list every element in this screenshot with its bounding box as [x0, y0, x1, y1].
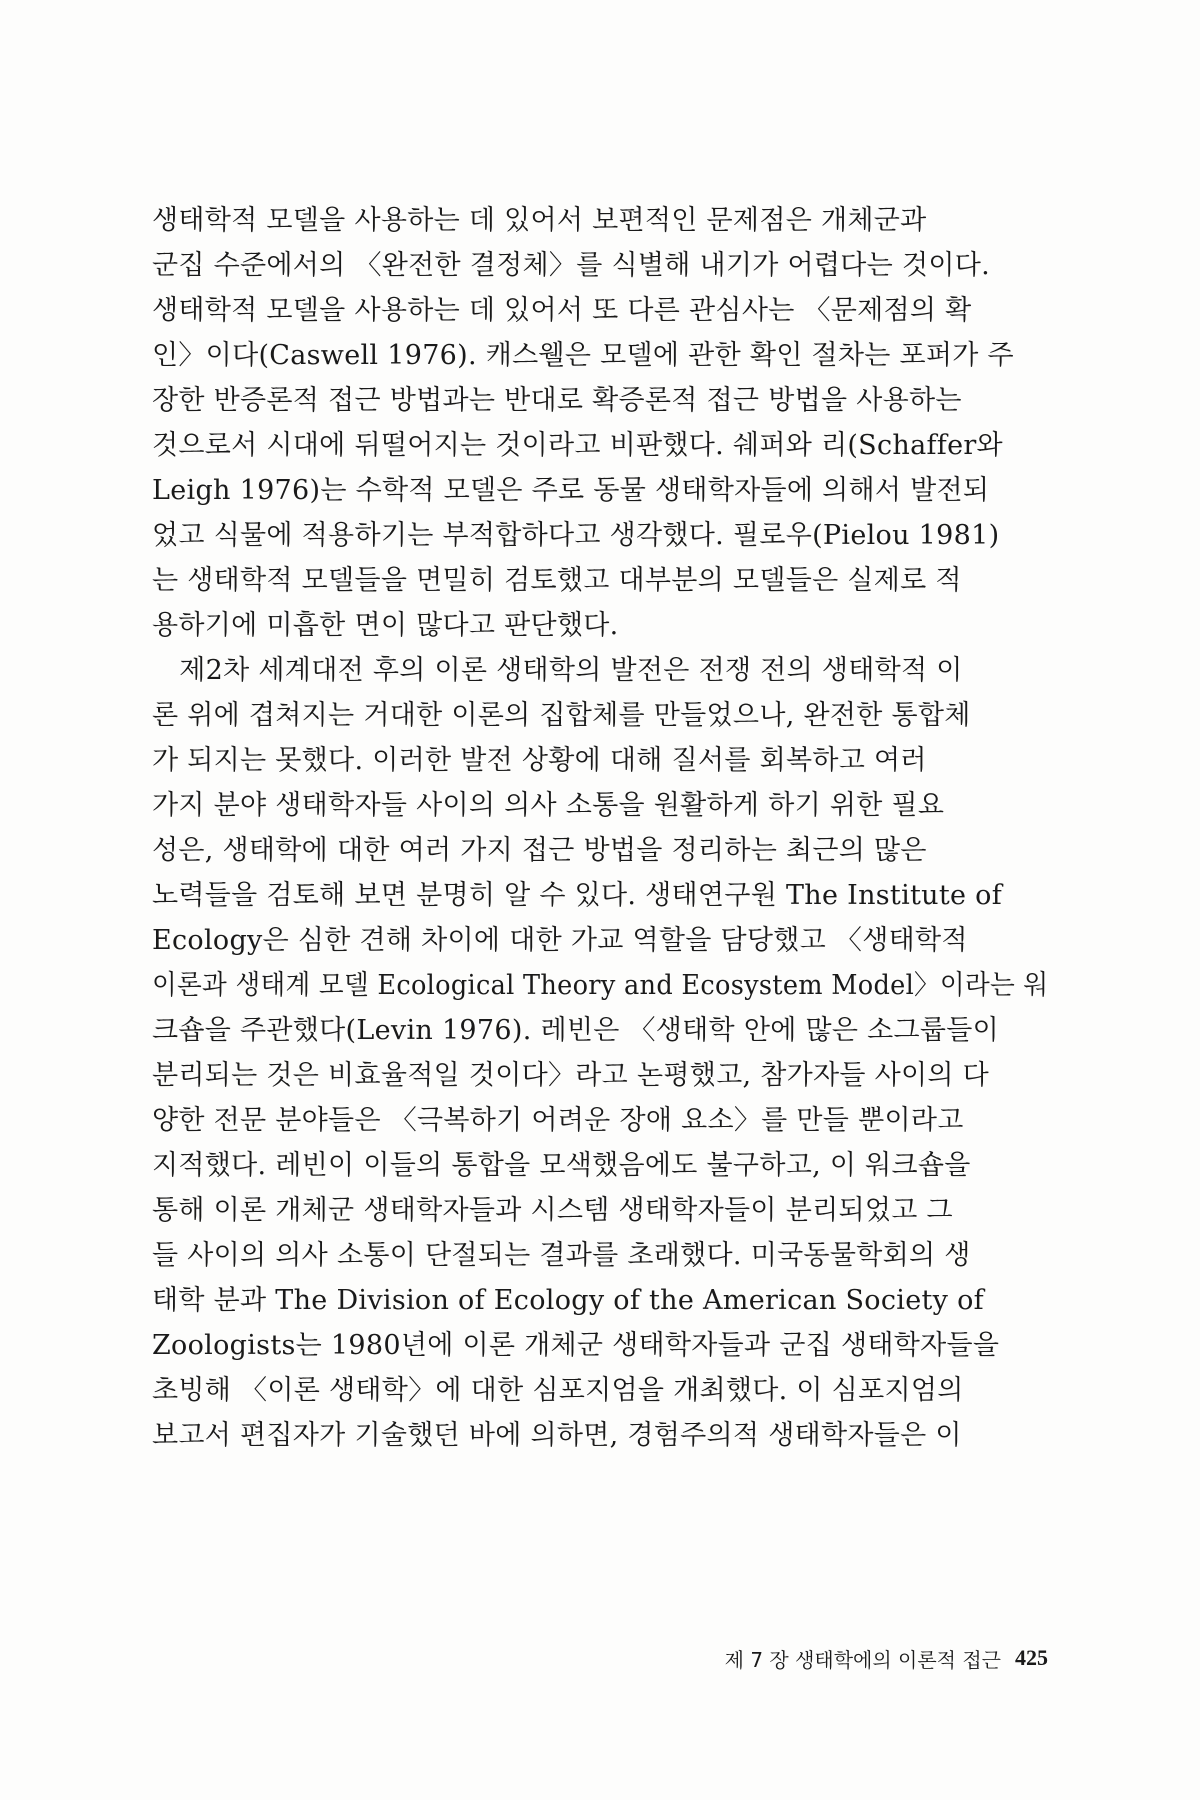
- text-line: 보고서 편집자가 기술했던 바에 의하면, 경험주의적 생태학자들은 이: [152, 1420, 962, 1451]
- text-line: 이론과 생태계 모델 Ecological Theory and Ecosystem Model〉이라는 워: [152, 970, 1049, 1001]
- text-line: 분리되는 것은 비효율적일 것이다〉라고 논평했고, 참가자들 사이의 다: [152, 1060, 990, 1091]
- text-line: 장한 반증론적 접근 방법과는 반대로 확증론적 접근 방법을 사용하는: [152, 385, 962, 416]
- text-line: 용하기에 미흡한 면이 많다고 판단했다.: [152, 610, 619, 641]
- text-line: 제2차 세계대전 후의 이론 생태학의 발전은 전쟁 전의 생태학적 이: [152, 655, 963, 686]
- text-line: 인〉이다(Caswell 1976). 캐스웰은 모델에 관한 확인 절차는 포퍼가 주: [152, 340, 1014, 371]
- text-line: 들 사이의 의사 소통이 단절되는 결과를 초래했다. 미국동물학회의 생: [152, 1240, 971, 1271]
- text-line: Zoologists는 1980년에 이론 개체군 생태학자들과 군집 생태학자들을: [152, 1330, 1000, 1361]
- text-line: 지적했다. 레빈이 이들의 통합을 모색했음에도 불구하고, 이 워크숍을: [152, 1150, 971, 1181]
- text-line: 가지 분야 생태학자들 사이의 의사 소통을 원활하게 하기 위한 필요: [152, 790, 945, 821]
- text-line: 크숍을 주관했다(Levin 1976). 레빈은 〈생태학 안에 많은 소그룹들이: [152, 1015, 1000, 1046]
- body-text: [152, 198, 1048, 1458]
- text-line: 는 생태학적 모델들을 면밀히 검토했고 대부분의 모델들은 실제로 적: [152, 565, 962, 596]
- running-footer: [660, 1638, 1048, 1678]
- text-line: 성은, 생태학에 대한 여러 가지 접근 방법을 정리하는 최근의 많은: [152, 835, 927, 866]
- text-line: 군집 수준에서의 〈완전한 결정체〉를 식별해 내기가 어렵다는 것이다.: [152, 250, 990, 281]
- text-line: Leigh 1976)는 수학적 모델은 주로 동물 생태학자들에 의해서 발전되: [152, 475, 990, 506]
- text-line: Ecology은 심한 견해 차이에 대한 가교 역할을 담당했고 〈생태학적: [152, 925, 968, 956]
- text-line: 었고 식물에 적용하기는 부적합하다고 생각했다. 필로우(Pielou 1981): [152, 520, 1000, 551]
- text-line: 생태학적 모델을 사용하는 데 있어서 또 다른 관심사는 〈문제점의 확: [152, 295, 972, 326]
- text-line: 론 위에 겹쳐지는 거대한 이론의 집합체를 만들었으나, 완전한 통합체: [152, 700, 971, 731]
- text-line: 초빙해 〈이론 생태학〉에 대한 심포지엄을 개최했다. 이 심포지엄의: [152, 1375, 964, 1406]
- text-line: 양한 전문 분야들은 〈극복하기 어려운 장애 요소〉를 만들 뿐이라고: [152, 1105, 964, 1136]
- page-number: 425: [1015, 1645, 1048, 1670]
- text-line: 것으로서 시대에 뒤떨어지는 것이라고 비판했다. 쉐퍼와 리(Schaffer와: [152, 430, 1003, 461]
- text-line: 가 되지는 못했다. 이러한 발전 상황에 대해 질서를 회복하고 여러: [152, 745, 927, 776]
- text-line: 태학 분과 The Division of Ecology of the American Society of: [152, 1285, 984, 1316]
- text-line: 노력들을 검토해 보면 분명히 알 수 있다. 생태연구원 The Institute of: [152, 880, 1003, 911]
- text-line: 생태학적 모델을 사용하는 데 있어서 보편적인 문제점은 개체군과: [152, 205, 927, 236]
- chapter-title: 제 7 장 생태학에의 이론적 접근: [724, 1647, 1001, 1672]
- text-line: 통해 이론 개체군 생태학자들과 시스템 생태학자들이 분리되었고 그: [152, 1195, 953, 1226]
